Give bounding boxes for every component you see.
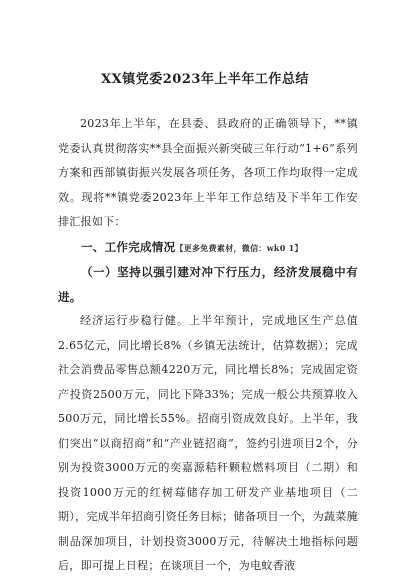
subsection-heading: （一）坚持以强引建对冲下行压力，经济发展稳中有进。 (58, 265, 358, 304)
section-heading-text: 一、工作完成情况 (81, 239, 176, 254)
document-title: XX镇党委2023年上半年工作总结 (101, 72, 309, 87)
document-body (58, 112, 358, 579)
intro-paragraph: 2023年上半年，在县委、县政府的正确领导下，**镇党委认真贯彻落实**县全面振兴新突破三年行动“1+6”系列方案和西部镇街振兴发展各项任务，各项工作均取得一定成效。现将**镇党委2023年上半年工作总结及下半年工作安排汇报如下： (58, 117, 358, 228)
promo-note: 【更多免费素材，微信：wk0 1】 (175, 242, 303, 253)
section-heading (58, 235, 358, 261)
body-paragraph: 经济运行步稳行健。上半年预计，完成地区生产总值2.65亿元，同比增长8%（乡镇无法统计，估算数据）；完成社会消费品零售总额4220万元，同比增长8%；完成固定资产投资2500万元，同比下降33%；完成一般公共预算收入500万元，同比增长55%。招商引资成效良好。上半年，我们突出“以商招商”和“产业链招商”，签约引进项目2个，分别为投资3000万元的奕嘉源秸秆颗粒燃料项目（二期）和投资1000万元的红树莓储存加工研发产业基地项目（二期），完成半年招商引资任务目标；储备项目一个，为蔬菜腌制品深加项目，计划投资3000万元，待解决土地指标问题后，即可提上日程；在谈项目一个，为电蚊香液 (58, 314, 358, 572)
